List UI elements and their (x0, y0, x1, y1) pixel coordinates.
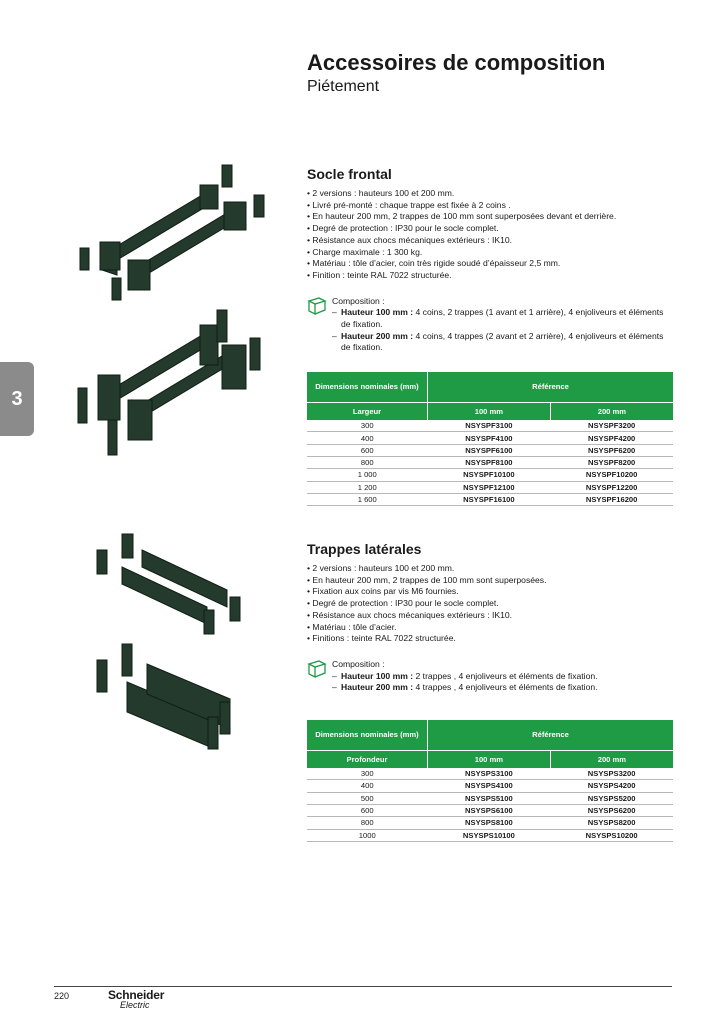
table-cell: 1 000 (307, 469, 428, 481)
composition-item (332, 671, 673, 683)
side-panels-illustration (92, 532, 252, 757)
table-cell: 1 200 (307, 481, 428, 493)
table-cell: 300 (307, 768, 428, 780)
table-cell: 600 (307, 804, 428, 816)
table-cell: NSYSPS8100 (428, 817, 551, 829)
feature-item: • Degré de protection : IP30 pour le socle complet. (307, 598, 673, 610)
feature-item: • 2 versions : hauteurs 100 et 200 mm. (307, 563, 673, 575)
table-cell: NSYSPS3200 (550, 768, 673, 780)
feature-item: • Charge maximale : 1 300 kg. (307, 247, 673, 259)
table-cell: NSYSPF3200 (550, 420, 673, 432)
feature-item: • En hauteur 200 mm, 2 trappes de 100 mm sont superposées. (307, 575, 673, 587)
table-subheader: Profondeur (307, 751, 428, 769)
section-heading: Socle frontal (307, 166, 392, 182)
table-subheader: 200 mm (550, 403, 673, 421)
table-row (307, 444, 673, 456)
feature-item: • Résistance aux chocs mécaniques extérieurs : IK10. (307, 235, 673, 247)
feature-item: • Résistance aux chocs mécaniques extérieurs : IK10. (307, 610, 673, 622)
table-cell: NSYSPF16100 (428, 493, 551, 505)
table-cell: NSYSPF12100 (428, 481, 551, 493)
table-cell: NSYSPF16200 (550, 493, 673, 505)
table-cell: 400 (307, 432, 428, 444)
table-row (307, 780, 673, 792)
table-cell: NSYSPF6200 (550, 444, 673, 456)
feature-list (307, 188, 673, 282)
table-header-dimensions: Dimensions nominales (mm) (307, 720, 428, 751)
table-header-dimensions: Dimensions nominales (mm) (307, 372, 428, 403)
table-row (307, 481, 673, 493)
chapter-tab[interactable]: 3 (0, 362, 34, 436)
feature-item: • Matériau : tôle d’acier. (307, 622, 673, 634)
table-cell: NSYSPS6100 (428, 804, 551, 816)
reference-table (307, 720, 673, 842)
table-row (307, 768, 673, 780)
table-cell: NSYSPS4200 (550, 780, 673, 792)
reference-table (307, 372, 673, 506)
table-cell: NSYSPF4200 (550, 432, 673, 444)
section-socle-frontal (307, 166, 673, 506)
table-cell: NSYSPS10200 (550, 829, 673, 841)
composition-item (332, 307, 673, 330)
table-cell: NSYSPF10100 (428, 469, 551, 481)
section-heading: Trappes latérales (307, 541, 422, 557)
table-cell: 800 (307, 457, 428, 469)
table-cell: NSYSPF12200 (550, 481, 673, 493)
feature-item: • Matériau : tôle d’acier, coin très rigide soudé d’épaisseur 2,5 mm. (307, 258, 673, 270)
logo-line1: Schneider (108, 988, 165, 1002)
table-header-reference: Référence (428, 720, 674, 751)
table-cell: NSYSPF8100 (428, 457, 551, 469)
table-cell: 800 (307, 817, 428, 829)
table-row (307, 457, 673, 469)
logo-line2: Electric (120, 1000, 150, 1010)
feature-item: • Fixation aux coins par vis M6 fournies. (307, 586, 673, 598)
footer-divider (54, 986, 672, 987)
composition-item (332, 682, 673, 694)
table-cell: NSYSPF6100 (428, 444, 551, 456)
table-row (307, 432, 673, 444)
composition-item-text: 2 trappes , 4 enjoliveurs et éléments de fixation. (413, 670, 598, 681)
table-cell: 400 (307, 780, 428, 792)
table-subheader: 200 mm (550, 751, 673, 769)
table-cell: NSYSPS8200 (550, 817, 673, 829)
feature-item: • Finitions : teinte RAL 7022 structurée. (307, 633, 673, 645)
table-subheader: Largeur (307, 403, 428, 421)
table-cell: 500 (307, 792, 428, 804)
composition-item-bold: Hauteur 200 mm : (341, 330, 414, 341)
table-row (307, 829, 673, 841)
composition-item-bold: Hauteur 100 mm : (341, 670, 414, 681)
table-row (307, 493, 673, 505)
composition-item-text: 4 coins, 2 trappes (1 avant et 1 arrière), 4 enjoliveurs et éléments de fixation. (341, 307, 664, 330)
table-subheader: 100 mm (428, 403, 551, 421)
composition-block (307, 659, 673, 694)
table-row (307, 804, 673, 816)
table-row (307, 469, 673, 481)
table-cell: 1000 (307, 829, 428, 841)
table-header-reference: Référence (428, 372, 674, 403)
schneider-electric-logo (108, 990, 164, 1010)
table-row (307, 817, 673, 829)
page-number: 220 (54, 991, 70, 1001)
table-cell: NSYSPF10200 (550, 469, 673, 481)
composition-item-text: 4 trappes , 4 enjoliveurs et éléments de fixation. (413, 682, 598, 693)
composition-box-icon (307, 296, 327, 316)
feature-item: • Livré pré-monté : chaque trappe est fixée à 2 coins . (307, 200, 673, 212)
feature-item: • Degré de protection : IP30 pour le socle complet. (307, 223, 673, 235)
feature-item: • Finition : teinte RAL 7022 structurée. (307, 270, 673, 282)
feature-list (307, 563, 673, 645)
composition-label: Composition : (332, 295, 385, 306)
table-cell: NSYSPF8200 (550, 457, 673, 469)
feature-item: • 2 versions : hauteurs 100 et 200 mm. (307, 188, 673, 200)
page-title: Accessoires de composition (307, 50, 606, 75)
composition-item-bold: Hauteur 100 mm : (341, 307, 414, 318)
composition-item-text: 4 coins, 4 trappes (2 avant et 2 arrière), 4 enjoliveurs et éléments de fixation. (341, 330, 664, 353)
table-cell: NSYSPS6200 (550, 804, 673, 816)
page-subtitle: Piétement (307, 78, 380, 95)
table-row (307, 420, 673, 432)
table-cell: NSYSPS5200 (550, 792, 673, 804)
table-cell: NSYSPF4100 (428, 432, 551, 444)
composition-item (332, 331, 673, 354)
table-cell: NSYSPF3100 (428, 420, 551, 432)
table-row (307, 792, 673, 804)
composition-label: Composition : (332, 658, 385, 669)
section-trappes-laterales (307, 541, 673, 842)
table-cell: 1 600 (307, 493, 428, 505)
feature-item: • En hauteur 200 mm, 2 trappes de 100 mm sont superposées devant et derrière. (307, 211, 673, 223)
plinth-illustration (72, 160, 272, 470)
table-cell: NSYSPS3100 (428, 768, 551, 780)
table-subheader: 100 mm (428, 751, 551, 769)
composition-block (307, 296, 673, 355)
table-cell: NSYSPS10100 (428, 829, 551, 841)
composition-item-bold: Hauteur 200 mm : (341, 682, 414, 693)
table-cell: 300 (307, 420, 428, 432)
composition-box-icon (307, 659, 327, 679)
table-cell: NSYSPS4100 (428, 780, 551, 792)
table-cell: 600 (307, 444, 428, 456)
table-cell: NSYSPS5100 (428, 792, 551, 804)
